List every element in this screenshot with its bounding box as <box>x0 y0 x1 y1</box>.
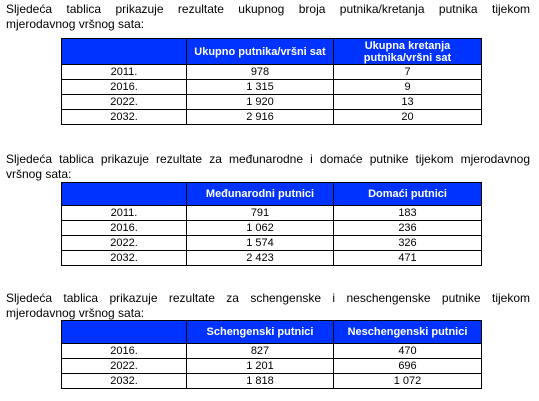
cell-value: 1 062 <box>187 221 334 236</box>
table-row <box>62 359 482 374</box>
header-cell-domestic: Domaći putnici <box>334 183 482 206</box>
cell-year: 2016. <box>62 221 187 236</box>
table-row <box>62 221 482 236</box>
intro-line-1: Sljedeća tablica prikazuje rezultate za schengenske i neschengenske putnike tijekom <box>6 291 530 305</box>
cell-value: 9 <box>334 80 482 95</box>
cell-year: 2022. <box>62 236 187 251</box>
cell-value: 1 315 <box>187 80 334 95</box>
cell-year: 2016. <box>62 344 187 359</box>
intro-paragraph-total-passengers <box>6 2 530 32</box>
table-row <box>62 65 482 80</box>
cell-year: 2022. <box>62 95 187 110</box>
cell-value: 978 <box>187 65 334 80</box>
cell-year: 2016. <box>62 80 187 95</box>
intro-paragraph-international-domestic <box>6 152 530 182</box>
cell-value: 471 <box>334 251 482 266</box>
cell-value: 1 920 <box>187 95 334 110</box>
cell-value: 1 818 <box>187 374 334 389</box>
intro-line-1: Sljedeća tablica prikazuje rezultate ukupnog broja putnika/kretanja putnika tijekom <box>6 2 530 16</box>
cell-value: 470 <box>334 344 482 359</box>
table-header-row <box>62 39 482 65</box>
cell-value: 1 072 <box>334 374 482 389</box>
cell-value: 13 <box>334 95 482 110</box>
table-schengen <box>61 320 482 389</box>
cell-value: 7 <box>334 65 482 80</box>
header-line-2: putnika/vršni sat <box>363 51 452 64</box>
table-row <box>62 95 482 110</box>
cell-year: 2032. <box>62 374 187 389</box>
header-cell-total-passengers: Ukupno putnika/vršni sat <box>187 39 334 65</box>
cell-year: 2022. <box>62 359 187 374</box>
table-row <box>62 374 482 389</box>
table-row <box>62 110 482 125</box>
header-cell-year <box>62 321 187 344</box>
header-cell-international: Međunarodni putnici <box>187 183 334 206</box>
cell-value: 2 916 <box>187 110 334 125</box>
table-row <box>62 251 482 266</box>
table-header-row <box>62 183 482 206</box>
cell-year: 2011. <box>62 206 187 221</box>
header-cell-year <box>62 183 187 206</box>
cell-value: 326 <box>334 236 482 251</box>
cell-year: 2011. <box>62 65 187 80</box>
cell-value: 696 <box>334 359 482 374</box>
cell-value: 20 <box>334 110 482 125</box>
cell-value: 827 <box>187 344 334 359</box>
header-cell-total-movements <box>334 39 482 65</box>
cell-value: 791 <box>187 206 334 221</box>
table-row <box>62 206 482 221</box>
header-line-1: Ukupna kretanja <box>364 39 451 52</box>
cell-year: 2032. <box>62 251 187 266</box>
header-cell-year <box>62 39 187 65</box>
intro-line-2: mjerodavnog vršnog sata: <box>6 17 145 31</box>
cell-value: 2 423 <box>187 251 334 266</box>
intro-paragraph-schengen <box>6 291 530 321</box>
table-row <box>62 344 482 359</box>
table-row <box>62 236 482 251</box>
cell-value: 1 574 <box>187 236 334 251</box>
header-cell-non-schengen: Neschengenski putnici <box>334 321 482 344</box>
header-cell-schengen: Schengenski putnici <box>187 321 334 344</box>
intro-line-1: Sljedeća tablica prikazuje rezultate za međunarodne i domaće putnike tijekom mjerodavnog <box>6 152 530 166</box>
intro-line-2: vršnog sata: <box>6 167 72 181</box>
cell-value: 236 <box>334 221 482 236</box>
cell-year: 2032. <box>62 110 187 125</box>
table-header-row <box>62 321 482 344</box>
table-total-passengers <box>61 38 482 125</box>
cell-value: 1 201 <box>187 359 334 374</box>
table-international-domestic <box>61 182 482 266</box>
cell-value: 183 <box>334 206 482 221</box>
table-row <box>62 80 482 95</box>
intro-line-2: mjerodavnog vršnog sata: <box>6 306 145 320</box>
